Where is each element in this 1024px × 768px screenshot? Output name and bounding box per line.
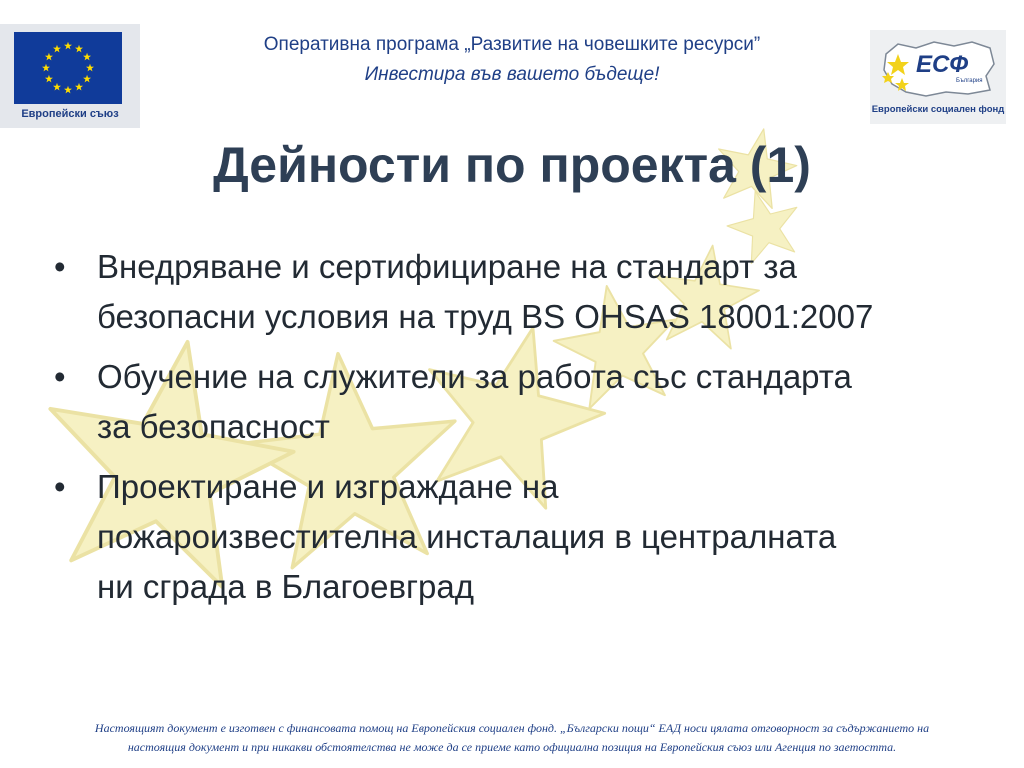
bullet-dot-icon: • [54, 358, 66, 395]
bullet-item [54, 352, 1004, 452]
bullet-item [54, 242, 1004, 342]
program-header [150, 30, 874, 90]
bullet-line: Внедряване и сертифициране на стандарт за [97, 248, 797, 285]
program-name: Оперативна програма „Развитие на човешките ресурси” [263, 34, 761, 55]
bullet-dot-icon: • [54, 468, 66, 505]
footer-line: настоящия документ и при никакви обстоятелства не може да се приеме като официална позиция на Европейския съюз или Агенция по заетостта. [127, 740, 897, 754]
esf-logo [870, 30, 1006, 124]
bullet-item [54, 462, 1004, 612]
bullet-line: безопасни условия на труд BS OHSAS 18001:2007 [97, 298, 874, 335]
footer-line: Настоящият документ е изготвен с финансовата помощ на Европейския социален фонд. „Български пощи“ ЕАД носи цялата отговорност за съдържанието на [94, 721, 930, 735]
eu-logo [0, 24, 140, 128]
eu-flag-icon [14, 32, 122, 104]
bullet-line: пожароизвестителна инсталация в централната [97, 518, 837, 555]
program-slogan: Инвестира във вашето бъдеще! [364, 64, 660, 85]
bulgaria-map-icon [876, 34, 1000, 102]
slide-title: Дейности по проекта (1) [213, 137, 811, 193]
bullet-line: за безопасност [97, 408, 330, 445]
bullet-dot-icon: • [54, 248, 66, 285]
footer-disclaimer [10, 719, 1014, 757]
bullet-line: ни сграда в Благоевград [97, 568, 474, 605]
bullet-line: Обучение на служители за работа със стандарта [97, 358, 852, 395]
esf-country: България [956, 78, 983, 84]
eu-caption: Европейски съюз [21, 108, 119, 120]
esf-caption: Европейски социален фонд [871, 104, 1005, 115]
bullet-line: Проектиране и изграждане на [97, 468, 559, 505]
esf-mark: ЕСФ [916, 51, 969, 78]
bullet-list [54, 242, 1004, 622]
